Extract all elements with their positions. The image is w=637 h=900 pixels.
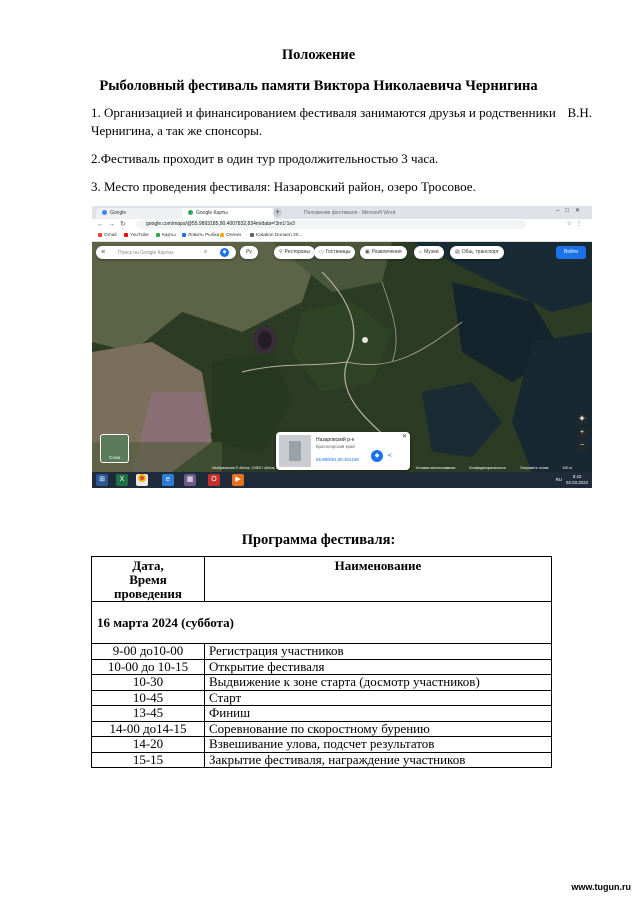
paragraph-3: 3. Место проведения фестиваля: Назаровский район, озеро Тросовое. (91, 179, 476, 194)
bus-icon: ▤ (455, 249, 460, 255)
address-bar (92, 219, 592, 230)
opera-icon[interactable]: O (208, 474, 220, 486)
bookmark-onewo[interactable]: Onewo (220, 232, 241, 239)
program-title: Программа фестиваля: (241, 532, 396, 548)
event-name: Выдвижение к зоне старта (досмотр участников) (205, 675, 552, 691)
event-time: 10-00 до 10-15 (92, 659, 205, 675)
fork-knife-icon: ⚲ (279, 249, 283, 255)
start-icon[interactable]: ⊞ (96, 474, 108, 486)
close-icon[interactable]: ✕ (401, 434, 407, 440)
chip-transit[interactable]: ▤ Общ. транспорт (450, 246, 504, 259)
excel-icon[interactable]: X (116, 474, 128, 486)
tray-date: 02.03.2023 (566, 480, 588, 485)
reload-icon[interactable]: ↻ (120, 221, 126, 228)
page-icon (250, 233, 254, 237)
place-title: Назаровский р-н (316, 437, 355, 443)
document-title: Положение (281, 47, 356, 63)
document-subtitle: Рыболовный фестиваль памяти Виктора Николаевича Чернигина (99, 78, 538, 94)
chrome-icon[interactable] (136, 474, 148, 486)
search-icon[interactable]: ⌕ (204, 249, 208, 255)
maps-search-input[interactable]: Поиск на Google Картах (118, 250, 174, 256)
table-day-row (92, 602, 552, 644)
paragraph-1-initials: В.Н. (567, 105, 592, 120)
gmail-icon (98, 233, 102, 237)
event-time: 15-15 (92, 752, 205, 768)
directions-icon[interactable]: ◆ (220, 248, 229, 257)
window-controls[interactable]: –□✕ (556, 208, 586, 214)
place-coordinates[interactable]: 55.990061,90.402199 (316, 457, 359, 462)
bookmark-fishing[interactable]: Ловить Рыбка (182, 232, 219, 239)
browser-tab-maps[interactable] (182, 208, 274, 219)
maps-icon (156, 233, 160, 237)
table-row (92, 721, 552, 737)
maps-pin-icon (188, 210, 193, 215)
event-name: Регистрация участников (205, 644, 552, 660)
event-time: 10-45 (92, 690, 205, 706)
table-row (92, 752, 552, 768)
layers-button[interactable] (100, 434, 129, 463)
back-arrow-icon[interactable]: ← (97, 221, 104, 228)
event-name: Открытие фестиваля (205, 659, 552, 675)
chip-entertainment[interactable]: ▣ Развлечения (360, 246, 407, 259)
ticket-icon: ▣ (365, 249, 370, 255)
event-time: 14-00 до14-15 (92, 721, 205, 737)
maps-search-box[interactable] (96, 246, 236, 259)
tray-clock[interactable] (566, 474, 588, 486)
explorer-icon[interactable]: ▦ (184, 474, 196, 486)
satellite-map[interactable] (92, 242, 592, 472)
windows-taskbar (92, 472, 592, 488)
chip-restaurants[interactable]: ⚲ Рестораны (274, 246, 315, 259)
zoom-in-button[interactable]: + (577, 428, 587, 438)
header-name: Наименование (205, 557, 552, 602)
browser-toolbar-icons[interactable]: ☆⋮ (566, 221, 586, 227)
paragraph-2: 2.Фестиваль проходит в один тур продолжительностью 3 часа. (91, 151, 439, 166)
zoom-out-button[interactable]: − (577, 441, 587, 451)
media-icon[interactable]: ▶ (232, 474, 244, 486)
header-date-time: Дата, Время проведения (92, 557, 205, 602)
fish-icon (182, 233, 186, 237)
bookmark-katakon[interactable]: Katakon Dunaen 20... (250, 232, 302, 239)
language-indicator[interactable]: RU (555, 477, 562, 482)
browser-tab-google[interactable] (96, 208, 188, 219)
museum-icon: ⌂ (419, 249, 423, 255)
youtube-icon (124, 233, 128, 237)
compass-icon[interactable]: ◈ (577, 414, 587, 424)
share-icon[interactable]: ≺ (387, 453, 393, 459)
chip-museums[interactable]: ⌂ Музеи (414, 246, 444, 259)
bookmark-maps[interactable]: Карты (156, 232, 176, 239)
table-row (92, 706, 552, 722)
event-name: Закрытие фестиваля, награждение участников (205, 752, 552, 768)
forward-arrow-icon[interactable]: → (108, 221, 115, 228)
google-icon (102, 210, 107, 215)
paragraph-1 (91, 104, 596, 140)
directions-icon[interactable]: ◆ (371, 450, 383, 462)
sign-in-button[interactable]: Войти (556, 246, 586, 259)
event-time: 14-20 (92, 737, 205, 753)
bookmark-gmail[interactable]: Gmail (98, 232, 117, 239)
event-time: 9-00 до10-00 (92, 644, 205, 660)
table-row (92, 737, 552, 753)
hamburger-menu-icon[interactable]: ≡ (101, 249, 106, 256)
event-time: 10-30 (92, 675, 205, 691)
table-row (92, 659, 552, 675)
tab-label: Google Карты (196, 210, 228, 216)
language-chip[interactable]: Ру (240, 246, 258, 259)
window-title: Положение фестиваля - Microsoft Word (304, 210, 396, 216)
event-time: 13-45 (92, 706, 205, 722)
day-label: 16 марта 2024 (суббота) (92, 602, 552, 644)
bed-icon: ▭ (319, 249, 324, 255)
event-name: Старт (205, 690, 552, 706)
place-thumbnail (279, 435, 311, 467)
tab-label: Google (110, 210, 127, 216)
table-row (92, 644, 552, 660)
table-header-row (92, 557, 552, 602)
chip-hotels[interactable]: ▭ Гостиницы (314, 246, 355, 259)
bookmark-youtube[interactable]: YouTube (124, 232, 149, 239)
event-name: Взвешивание улова, подсчет результатов (205, 737, 552, 753)
paragraph-1-line-2: Чернигина, а так же спонсоры. (91, 123, 263, 138)
map-screenshot (92, 206, 592, 488)
map-attribution: Изображения © Airbus, CNES / Airbus, Maxar Technologies 2023 Картографические данные © 2023 Россия Условия использования Конфиденциальность Отправить отзыв 100 м (212, 466, 572, 470)
table-row (92, 690, 552, 706)
browser-tab-bar (92, 206, 592, 219)
event-name: Соревнование по скоростному бурению (205, 721, 552, 737)
place-info-card[interactable] (276, 432, 410, 470)
ie-icon[interactable]: e (162, 474, 174, 486)
place-subtitle: Красноярский край (316, 444, 355, 449)
url-field[interactable]: google.com/maps/@55.9893185,90.4007832,834m/data=!3m1!1e3 (136, 220, 526, 229)
paragraph-1-line-1: 1. Организацией и финансированием фестиваля занимаются друзья и родственники (91, 105, 556, 120)
bookmarks-bar (92, 230, 592, 242)
tray-time: 8:42 (572, 474, 582, 479)
site-watermark: www.tugun.ru (571, 882, 631, 892)
layers-label: Слои (109, 455, 120, 460)
program-table (91, 556, 552, 768)
event-name: Финиш (205, 706, 552, 722)
folder-icon (220, 233, 224, 237)
table-row (92, 675, 552, 691)
new-tab-button[interactable]: + (273, 208, 282, 217)
